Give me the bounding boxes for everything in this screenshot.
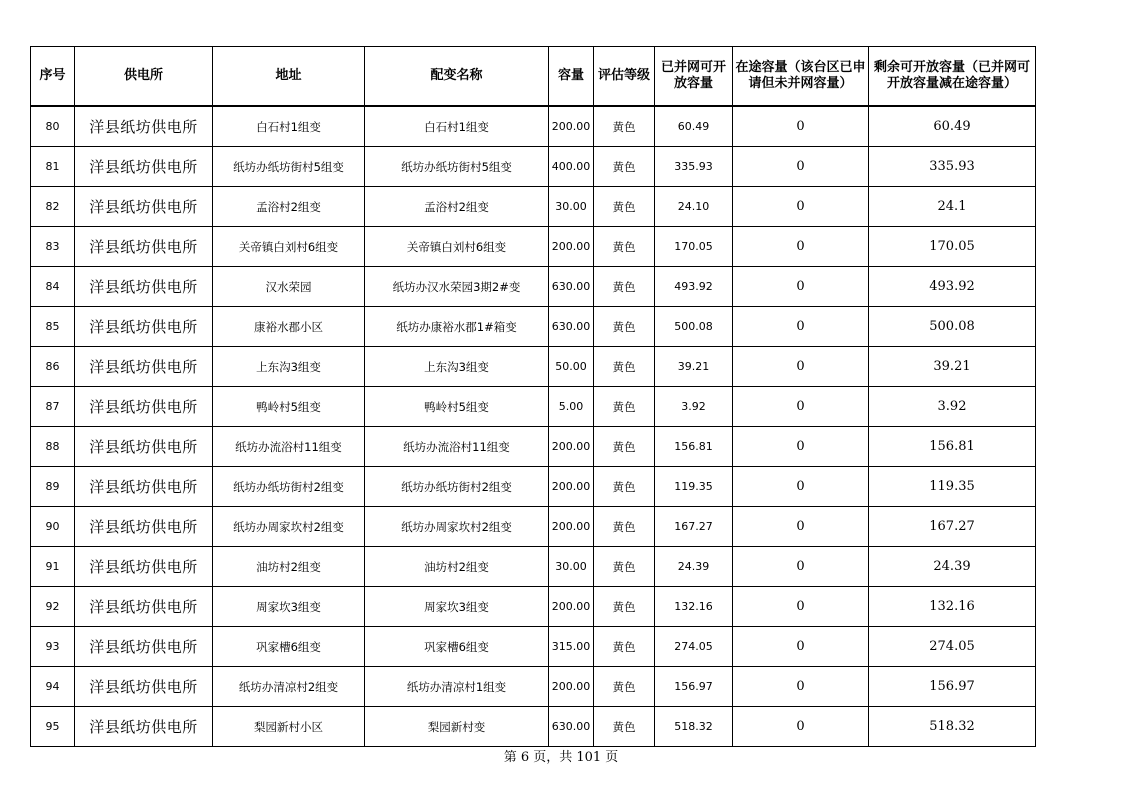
cell-transformer: 关帝镇白刘村6组变 [365,227,549,267]
cell-remaining: 274.05 [869,627,1036,667]
table-row [31,507,1036,547]
cell-seq: 90 [31,507,75,547]
table-row [31,667,1036,707]
cell-remaining: 119.35 [869,467,1036,507]
cell-grade: 黄色 [594,707,655,747]
cell-seq: 88 [31,427,75,467]
cell-seq: 87 [31,387,75,427]
cell-in-transit: 0 [733,507,869,547]
cell-capacity: 630.00 [549,307,594,347]
cell-grade: 黄色 [594,267,655,307]
cell-transformer: 鸭岭村5组变 [365,387,549,427]
capacity-table [30,46,1036,747]
cell-unit: 洋县纸坊供电所 [75,147,213,187]
cell-connected-open: 39.21 [655,347,733,387]
cell-connected-open: 500.08 [655,307,733,347]
table-row [31,187,1036,227]
cell-capacity: 50.00 [549,347,594,387]
table-row [31,147,1036,187]
cell-transformer: 白石村1组变 [365,106,549,147]
cell-unit: 洋县纸坊供电所 [75,267,213,307]
cell-unit: 洋县纸坊供电所 [75,467,213,507]
cell-capacity: 200.00 [549,667,594,707]
header-seq: 序号 [31,47,75,107]
header-row [31,47,1036,107]
header-address: 地址 [213,47,365,107]
cell-capacity: 315.00 [549,627,594,667]
cell-capacity: 200.00 [549,507,594,547]
cell-unit: 洋县纸坊供电所 [75,227,213,267]
table-row [31,307,1036,347]
cell-address: 周家坎3组变 [213,587,365,627]
cell-grade: 黄色 [594,106,655,147]
cell-remaining: 3.92 [869,387,1036,427]
cell-address: 油坊村2组变 [213,547,365,587]
header-capacity: 容量 [549,47,594,107]
header-connected-open: 已并网可开放容量 [655,47,733,107]
cell-grade: 黄色 [594,427,655,467]
cell-unit: 洋县纸坊供电所 [75,347,213,387]
cell-in-transit: 0 [733,307,869,347]
cell-unit: 洋县纸坊供电所 [75,106,213,147]
cell-capacity: 630.00 [549,267,594,307]
cell-capacity: 200.00 [549,587,594,627]
cell-in-transit: 0 [733,547,869,587]
cell-in-transit: 0 [733,427,869,467]
table-row [31,387,1036,427]
cell-transformer: 周家坎3组变 [365,587,549,627]
cell-unit: 洋县纸坊供电所 [75,187,213,227]
cell-transformer: 孟浴村2组变 [365,187,549,227]
cell-capacity: 630.00 [549,707,594,747]
cell-address: 汉水荣园 [213,267,365,307]
cell-remaining: 167.27 [869,507,1036,547]
cell-connected-open: 274.05 [655,627,733,667]
cell-address: 纸坊办清凉村2组变 [213,667,365,707]
cell-grade: 黄色 [594,347,655,387]
cell-capacity: 200.00 [549,467,594,507]
cell-in-transit: 0 [733,387,869,427]
cell-unit: 洋县纸坊供电所 [75,627,213,667]
cell-connected-open: 518.32 [655,707,733,747]
cell-transformer: 油坊村2组变 [365,547,549,587]
cell-address: 梨园新村小区 [213,707,365,747]
cell-address: 纸坊办周家坎村2组变 [213,507,365,547]
table-row [31,106,1036,147]
cell-transformer: 梨园新村变 [365,707,549,747]
cell-seq: 86 [31,347,75,387]
cell-grade: 黄色 [594,467,655,507]
cell-connected-open: 335.93 [655,147,733,187]
cell-in-transit: 0 [733,347,869,387]
cell-address: 上东沟3组变 [213,347,365,387]
cell-connected-open: 60.49 [655,106,733,147]
cell-connected-open: 3.92 [655,387,733,427]
header-remaining: 剩余可开放容量（已并网可开放容量减在途容量） [869,47,1036,107]
cell-capacity: 5.00 [549,387,594,427]
header-unit: 供电所 [75,47,213,107]
table-row [31,587,1036,627]
cell-remaining: 156.97 [869,667,1036,707]
cell-in-transit: 0 [733,147,869,187]
cell-unit: 洋县纸坊供电所 [75,387,213,427]
cell-remaining: 170.05 [869,227,1036,267]
cell-in-transit: 0 [733,227,869,267]
cell-connected-open: 156.97 [655,667,733,707]
cell-remaining: 24.39 [869,547,1036,587]
cell-capacity: 200.00 [549,227,594,267]
cell-seq: 85 [31,307,75,347]
cell-connected-open: 119.35 [655,467,733,507]
cell-transformer: 纸坊办纸坊街村5组变 [365,147,549,187]
cell-seq: 82 [31,187,75,227]
cell-unit: 洋县纸坊供电所 [75,707,213,747]
cell-capacity: 200.00 [549,106,594,147]
cell-grade: 黄色 [594,227,655,267]
cell-remaining: 39.21 [869,347,1036,387]
cell-in-transit: 0 [733,707,869,747]
cell-transformer: 纸坊办纸坊街村2组变 [365,467,549,507]
cell-transformer: 上东沟3组变 [365,347,549,387]
header-in-transit: 在途容量（该台区已申请但未并网容量） [733,47,869,107]
table-header [31,47,1036,107]
cell-seq: 80 [31,106,75,147]
cell-transformer: 纸坊办流浴村11组变 [365,427,549,467]
header-transformer: 配变名称 [365,47,549,107]
cell-remaining: 156.81 [869,427,1036,467]
cell-grade: 黄色 [594,627,655,667]
cell-seq: 81 [31,147,75,187]
cell-transformer: 巩家槽6组变 [365,627,549,667]
cell-unit: 洋县纸坊供电所 [75,587,213,627]
cell-seq: 89 [31,467,75,507]
cell-seq: 93 [31,627,75,667]
cell-address: 纸坊办流浴村11组变 [213,427,365,467]
cell-transformer: 纸坊办清凉村1组变 [365,667,549,707]
cell-capacity: 30.00 [549,547,594,587]
table-row [31,267,1036,307]
cell-seq: 94 [31,667,75,707]
cell-connected-open: 132.16 [655,587,733,627]
cell-transformer: 纸坊办周家坎村2组变 [365,507,549,547]
cell-remaining: 335.93 [869,147,1036,187]
cell-connected-open: 170.05 [655,227,733,267]
cell-in-transit: 0 [733,467,869,507]
page-footer: 第 6 页，共 101 页 [503,750,619,765]
cell-grade: 黄色 [594,667,655,707]
cell-capacity: 200.00 [549,427,594,467]
table-row [31,627,1036,667]
cell-in-transit: 0 [733,106,869,147]
cell-address: 纸坊办纸坊街村5组变 [213,147,365,187]
cell-unit: 洋县纸坊供电所 [75,507,213,547]
cell-in-transit: 0 [733,587,869,627]
table-row [31,227,1036,267]
cell-remaining: 518.32 [869,707,1036,747]
cell-in-transit: 0 [733,627,869,667]
table-row [31,547,1036,587]
cell-unit: 洋县纸坊供电所 [75,427,213,467]
cell-seq: 83 [31,227,75,267]
cell-unit: 洋县纸坊供电所 [75,307,213,347]
cell-capacity: 30.00 [549,187,594,227]
cell-address: 白石村1组变 [213,106,365,147]
cell-address: 巩家槽6组变 [213,627,365,667]
cell-address: 孟浴村2组变 [213,187,365,227]
cell-unit: 洋县纸坊供电所 [75,667,213,707]
cell-connected-open: 24.10 [655,187,733,227]
cell-in-transit: 0 [733,667,869,707]
cell-address: 康裕水郡小区 [213,307,365,347]
table-row [31,467,1036,507]
cell-remaining: 132.16 [869,587,1036,627]
cell-in-transit: 0 [733,267,869,307]
cell-address: 鸭岭村5组变 [213,387,365,427]
header-grade: 评估等级 [594,47,655,107]
cell-transformer: 纸坊办康裕水郡1#箱变 [365,307,549,347]
cell-seq: 84 [31,267,75,307]
table-body [31,106,1036,747]
cell-remaining: 493.92 [869,267,1036,307]
cell-in-transit: 0 [733,187,869,227]
cell-address: 纸坊办纸坊街村2组变 [213,467,365,507]
cell-remaining: 24.1 [869,187,1036,227]
cell-grade: 黄色 [594,507,655,547]
cell-remaining: 60.49 [869,106,1036,147]
cell-connected-open: 156.81 [655,427,733,467]
cell-grade: 黄色 [594,307,655,347]
cell-seq: 92 [31,587,75,627]
cell-grade: 黄色 [594,587,655,627]
table-row [31,347,1036,387]
cell-seq: 95 [31,707,75,747]
cell-grade: 黄色 [594,187,655,227]
cell-grade: 黄色 [594,387,655,427]
cell-grade: 黄色 [594,547,655,587]
table-row [31,707,1036,747]
cell-connected-open: 24.39 [655,547,733,587]
cell-grade: 黄色 [594,147,655,187]
cell-connected-open: 493.92 [655,267,733,307]
cell-remaining: 500.08 [869,307,1036,347]
cell-unit: 洋县纸坊供电所 [75,547,213,587]
cell-connected-open: 167.27 [655,507,733,547]
cell-seq: 91 [31,547,75,587]
cell-transformer: 纸坊办汉水荣园3期2#变 [365,267,549,307]
cell-capacity: 400.00 [549,147,594,187]
cell-address: 关帝镇白刘村6组变 [213,227,365,267]
table-row [31,427,1036,467]
